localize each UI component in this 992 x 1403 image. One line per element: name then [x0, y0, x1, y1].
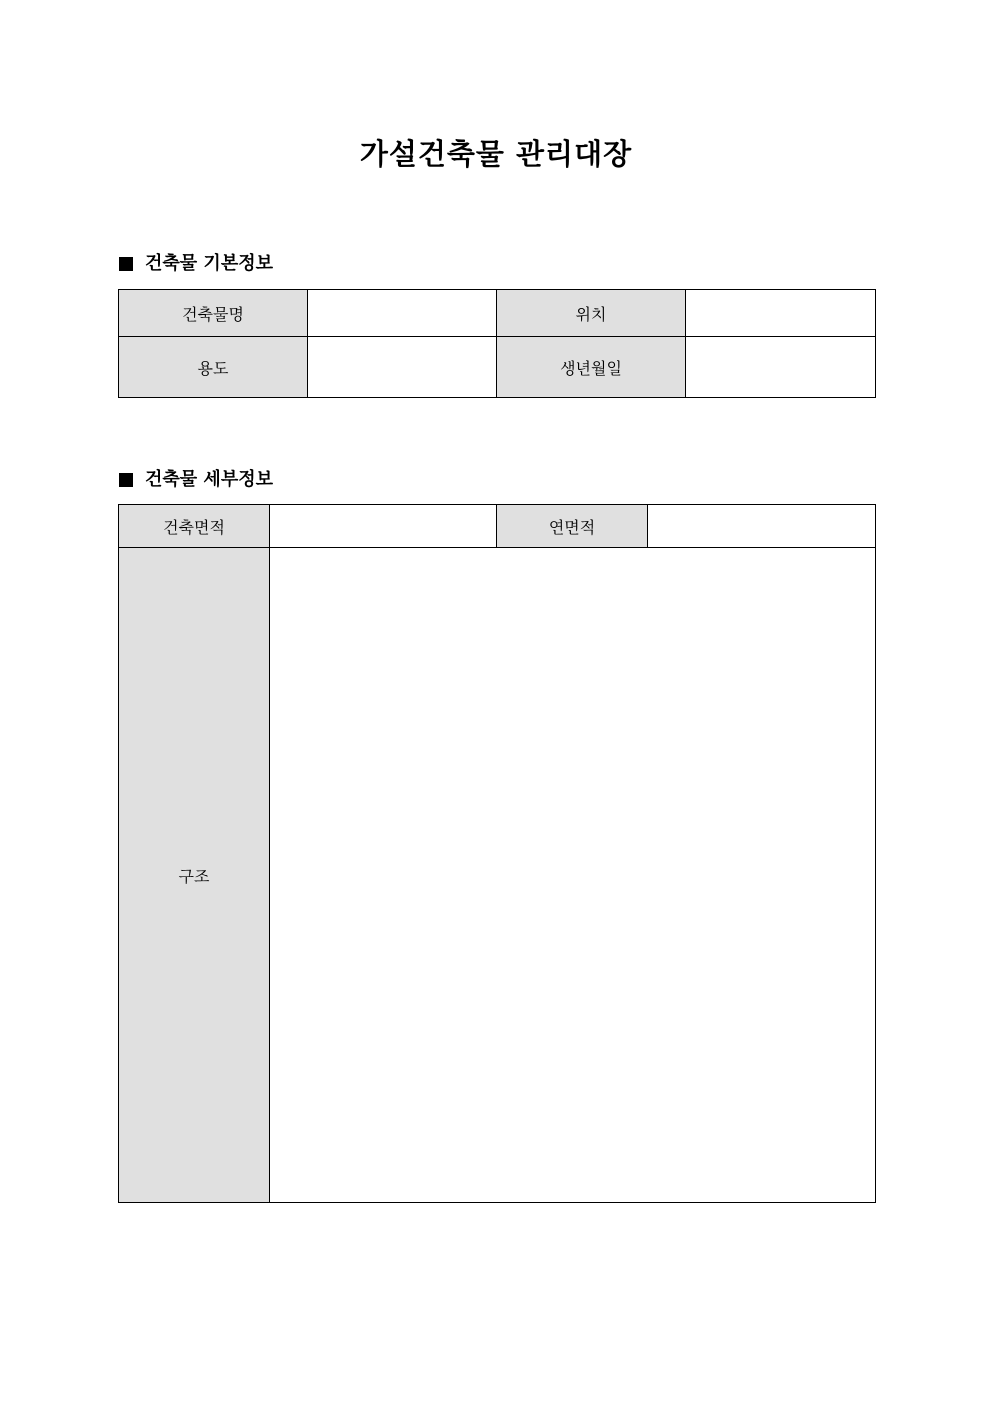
- black-square-icon: [119, 257, 133, 271]
- birth-date-label: 생년월일: [497, 337, 686, 398]
- structure-field[interactable]: [270, 548, 876, 1203]
- structure-label: 구조: [119, 548, 270, 1203]
- section-heading-detail-info-text: 건축물 세부정보: [145, 469, 273, 490]
- basic-info-table: [118, 289, 876, 398]
- table-row: [119, 548, 876, 1203]
- total-floor-area-field[interactable]: [648, 505, 876, 548]
- use-field[interactable]: [308, 337, 497, 398]
- section-heading-basic-info: [119, 252, 273, 276]
- location-label: 위치: [497, 290, 686, 337]
- building-area-field[interactable]: [270, 505, 497, 548]
- building-name-field[interactable]: [308, 290, 497, 337]
- section-heading-detail-info: [119, 468, 273, 492]
- table-row: [119, 337, 876, 398]
- table-row: [119, 290, 876, 337]
- section-heading-basic-info-text: 건축물 기본정보: [145, 253, 273, 274]
- building-name-label: 건축물명: [119, 290, 308, 337]
- location-field[interactable]: [686, 290, 876, 337]
- birth-date-field[interactable]: [686, 337, 876, 398]
- building-area-label: 건축면적: [119, 505, 270, 548]
- table-row: [119, 505, 876, 548]
- use-label: 용도: [119, 337, 308, 398]
- detail-info-table: [118, 504, 876, 1203]
- document-title: 가설건축물 관리대장: [359, 137, 633, 171]
- total-floor-area-label: 연면적: [497, 505, 648, 548]
- black-square-icon: [119, 473, 133, 487]
